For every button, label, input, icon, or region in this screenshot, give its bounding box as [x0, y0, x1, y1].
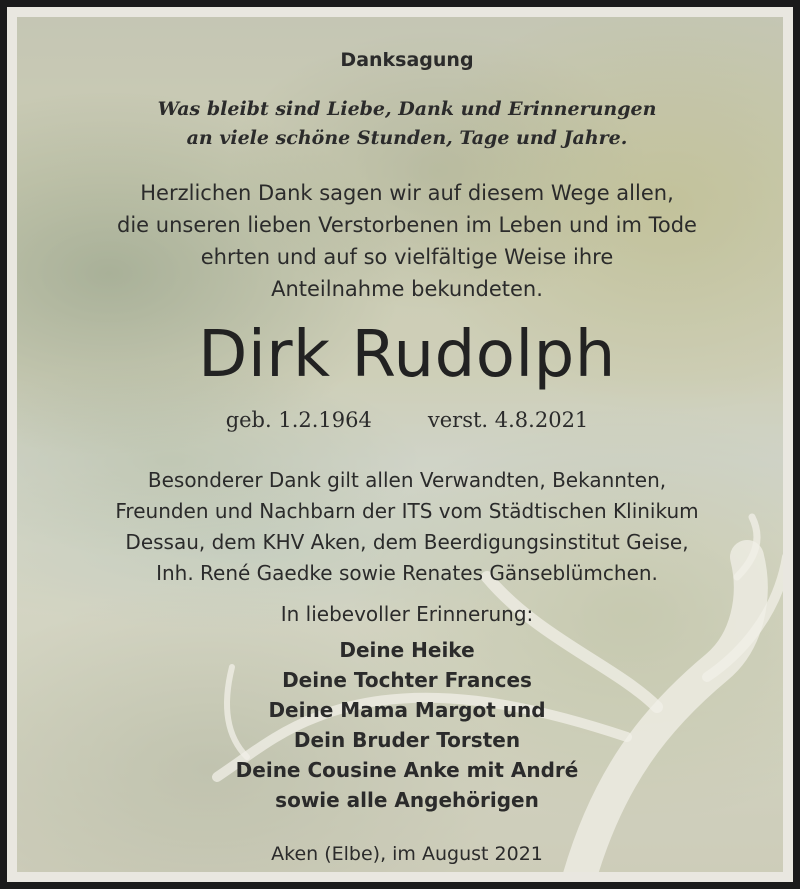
special-thanks-line: Inh. René Gaedke sowie Renates Gänseblümchen. [156, 561, 658, 585]
quote-line: Was bleibt sind Liebe, Dank und Erinnerungen [157, 98, 657, 120]
thanks-line: Anteilnahme bekundeten. [271, 277, 543, 301]
signer: Deine Mama Margot und [268, 698, 546, 722]
background-photo [17, 17, 783, 872]
signers-list [17, 635, 783, 815]
thanks-line: die unseren lieben Verstorbenen im Leben und im Tode [117, 213, 697, 237]
signer: Deine Heike [339, 638, 475, 662]
birth-date: geb. 1.2.1964 [225, 408, 372, 432]
signer: Dein Bruder Torsten [293, 728, 521, 752]
notice-heading: Danksagung [340, 49, 474, 71]
thanks-line: ehrten und auf so vielfältige Weise ihre [200, 245, 614, 269]
memorial-quote [17, 95, 783, 153]
special-thanks-line: Dessau, dem KHV Aken, dem Beerdigungsinstitut Geise, [125, 530, 689, 554]
signer: sowie alle Angehörigen [275, 788, 539, 812]
signer: Deine Cousine Anke mit André [235, 758, 579, 782]
thanks-line: Herzlichen Dank sagen wir auf diesem Wege allen, [140, 181, 674, 205]
life-dates [17, 405, 783, 435]
special-thanks-line: Besonderer Dank gilt allen Verwandten, Bekannten, [147, 468, 667, 492]
signer: Deine Tochter Frances [282, 668, 532, 692]
death-date: verst. 4.8.2021 [427, 408, 589, 432]
place-date: Aken (Elbe), im August 2021 [271, 843, 543, 865]
special-thanks-line: Freunden und Nachbarn der ITS vom Städtischen Klinikum [115, 499, 699, 523]
thanks-paragraph [17, 177, 783, 305]
memory-intro: In liebevoller Erinnerung: [280, 602, 534, 626]
quote-line: an viele schöne Stunden, Tage und Jahre. [186, 127, 628, 149]
deceased-name: Dirk Rudolph [198, 318, 616, 392]
special-thanks-paragraph [17, 465, 783, 589]
